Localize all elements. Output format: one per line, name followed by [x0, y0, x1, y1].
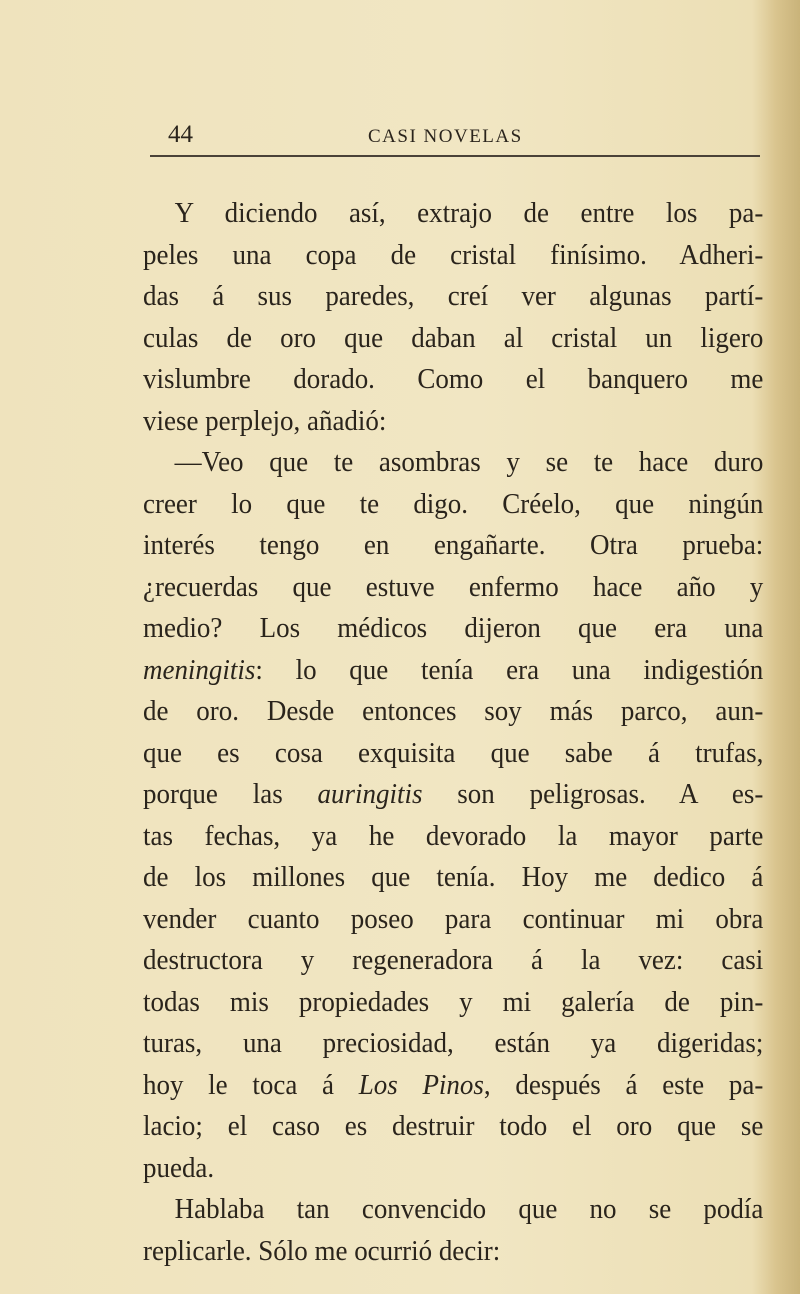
- text-line: [143, 318, 763, 360]
- text-segment: destructora y regeneradora á la vez: casi: [143, 944, 764, 976]
- text-segment: Hablaba tan convencido que no se podía: [174, 1193, 764, 1225]
- text-line: [143, 1231, 763, 1273]
- header-rule: [150, 155, 760, 157]
- text-segment: vender cuanto poseo para continuar mi obra: [143, 902, 764, 935]
- text-segment: hoy le toca á: [143, 1068, 359, 1101]
- text-line: [143, 1023, 763, 1065]
- text-segment: replicarle. Sólo me ocurrió decir:: [143, 1234, 501, 1267]
- italic-text: Los Pinos: [358, 1068, 484, 1101]
- text-line: [143, 608, 763, 650]
- text-segment: tas fechas, ya he devorado la mayor parte: [143, 819, 764, 852]
- text-segment: turas, una preciosidad, están ya digeridas;: [143, 1027, 764, 1059]
- text-line: [143, 733, 763, 775]
- text-segment: pueda.: [143, 1151, 215, 1184]
- text-segment: creer lo que te digo. Créelo, que ningún: [143, 487, 764, 520]
- text-line: [143, 816, 763, 858]
- text-line: [143, 567, 763, 609]
- text-segment: de los millones que tenía. Hoy me dedico á: [143, 861, 764, 893]
- text-line: [143, 442, 763, 484]
- text-segment: porque las: [143, 778, 318, 810]
- running-head: CASI NOVELAS: [368, 126, 523, 147]
- text-line: [143, 359, 763, 401]
- text-line: [143, 193, 763, 235]
- text-segment: medio? Los médicos dijeron que era una: [143, 612, 764, 644]
- text-line: [143, 940, 763, 982]
- text-segment: interés tengo en engañarte. Otra prueba:: [143, 529, 764, 561]
- text-segment: todas mis propiedades y mi galería de pin-: [143, 985, 764, 1018]
- text-line: [143, 1065, 763, 1107]
- text-segment: , después á este pa-: [483, 1068, 764, 1101]
- text-line: [143, 1106, 763, 1148]
- text-segment: culas de oro que daban al cristal un ligero: [143, 321, 764, 354]
- text-line: [143, 774, 763, 816]
- text-segment: lacio; el caso es destruir todo el oro que se: [143, 1110, 764, 1142]
- italic-text: auringitis: [317, 778, 423, 810]
- text-line: [143, 1148, 763, 1190]
- text-line: [143, 276, 763, 318]
- text-segment: : lo que tenía era una indigestión: [255, 653, 764, 686]
- text-line: [143, 484, 763, 526]
- text-line: [143, 982, 763, 1024]
- text-line: [143, 650, 763, 692]
- text-segment: das á sus paredes, creí ver algunas partí-: [143, 280, 764, 312]
- text-line: [143, 691, 763, 733]
- text-segment: son peligrosas. A es-: [422, 778, 764, 810]
- text-line: [143, 899, 763, 941]
- text-segment: peles una copa de cristal finísimo. Adheri-: [143, 238, 764, 271]
- text-segment: viese perplejo, añadió:: [143, 404, 387, 437]
- text-line: [143, 401, 763, 443]
- text-line: [143, 857, 763, 899]
- text-line: [143, 235, 763, 277]
- text-segment: de oro. Desde entonces soy más parco, aun-: [143, 695, 764, 727]
- text-segment: que es cosa exquisita que sabe á trufas,: [143, 736, 764, 769]
- body-text: [143, 193, 763, 1272]
- text-line: [143, 525, 763, 567]
- page-number: 44: [168, 121, 193, 148]
- text-segment: —Veo que te asombras y se te hace duro: [174, 446, 764, 478]
- text-segment: ¿recuerdas que estuve enfermo hace año y: [143, 570, 764, 603]
- text-segment: vislumbre dorado. Como el banquero me: [143, 363, 764, 395]
- italic-text: meningitis: [143, 653, 256, 686]
- text-line: [143, 1189, 763, 1231]
- text-segment: Y diciendo así, extrajo de entre los pa-: [174, 197, 764, 229]
